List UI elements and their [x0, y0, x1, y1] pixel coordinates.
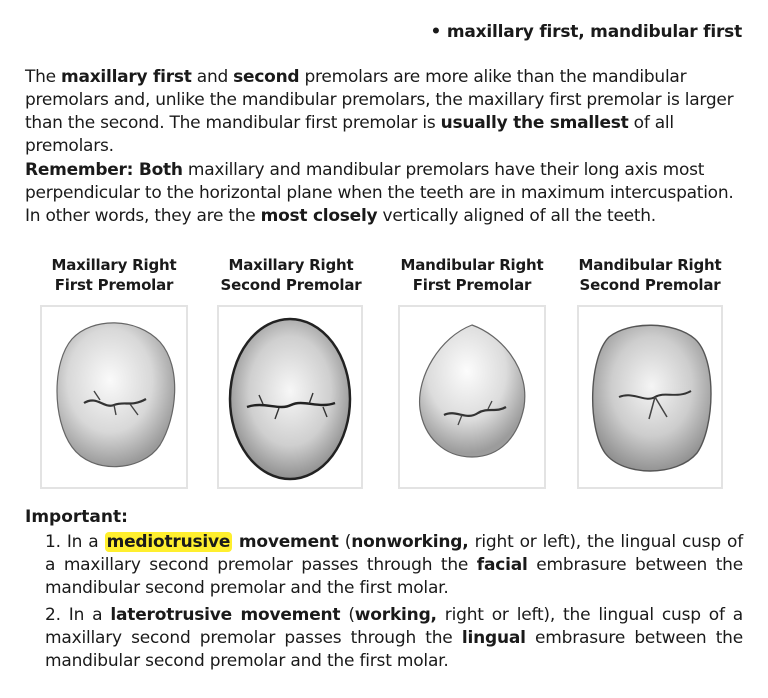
tooth-label-mandibular-first: Mandibular Right First Premolar: [400, 256, 544, 294]
important-heading: Important:: [25, 507, 128, 527]
important-item-1: 1. In a mediotrusive movement (nonworking, right or left), the lingual cusp of a maxillary second premolar passes through the facial embrasure between the mandibular second premolar and the first molar.: [45, 532, 743, 598]
tooth-figure-mandibular-first: [398, 305, 546, 489]
tooth-label-maxillary-first: Maxillary Right First Premolar: [51, 256, 177, 294]
paragraph-remember: Remember: Both maxillary and mandibular premolars have their long axis most perpendicular to the horizontal plane when the teeth are in maximum intercuspation. In other words, they are the most closely vertically aligned of all the teeth.: [25, 160, 734, 226]
highlight-mediotrusive: mediotrusive: [106, 532, 231, 552]
section-bullet: • maxillary first, mandibular first: [430, 22, 742, 42]
tooth-figure-mandibular-second: [577, 305, 723, 489]
tooth-label-mandibular-second: Mandibular Right Second Premolar: [578, 256, 722, 294]
important-item-2: 2. In a laterotrusive movement (working, right or left), the lingual cusp of a maxillary second premolar passes through the lingual embrasure between the mandibular second premolar and the first molar.: [45, 605, 743, 671]
tooth-figure-maxillary-first: [40, 305, 188, 489]
tooth-label-maxillary-second: Maxillary Right Second Premolar: [220, 256, 362, 294]
paragraph-premolar-comparison: The maxillary first and second premolars are more alike than the mandibular premolars and, unlike the mandibular premolars, the maxillary first premolar is larger than the second. The mandibular first premolar is usually the smallest of all premolars.: [25, 67, 734, 156]
tooth-figure-maxillary-second: [217, 305, 363, 489]
